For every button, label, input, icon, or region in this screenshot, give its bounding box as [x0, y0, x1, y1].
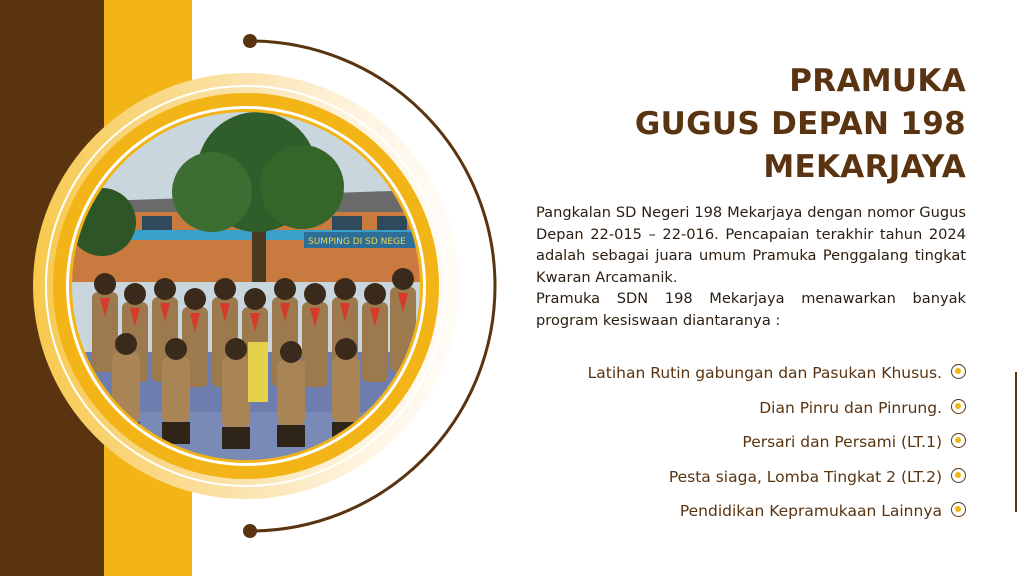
list-item — [506, 425, 966, 460]
list-item — [506, 460, 966, 495]
group-photo — [72, 112, 420, 460]
list-item — [506, 356, 966, 391]
program-label: Pesta siaga, Lomba Tingkat 2 (LT.2) — [668, 467, 942, 486]
program-list — [506, 356, 966, 529]
title-line-2: GUGUS DEPAN 198 — [634, 106, 966, 142]
bullet-icon — [951, 364, 966, 379]
description — [536, 202, 966, 331]
list-connector-line — [1015, 372, 1017, 512]
banner-text: SUMPING DI SD NEGE — [308, 237, 406, 247]
title-line-1: PRAMUKA — [789, 63, 966, 99]
scout-group-photo — [72, 112, 420, 460]
description-paragraph-1: Pangkalan SD Negeri 198 Mekarjaya dengan nomor Gugus Depan 22-015 – 22-016. Pencapaian terakhir tahun 2024 adalah sebagai juara umum Pramuka Penggalang tingkat Kwaran Arcamanik. — [536, 204, 966, 286]
bullet-icon — [951, 468, 966, 483]
title-line-3: MEKARJAYA — [763, 149, 966, 185]
list-item — [506, 391, 966, 426]
bullet-icon — [951, 399, 966, 414]
bullet-icon — [951, 433, 966, 448]
program-label: Persari dan Persami (LT.1) — [742, 433, 942, 452]
program-label: Dian Pinru dan Pinrung. — [759, 398, 942, 417]
orbit-dot-bottom — [243, 524, 257, 538]
bullet-icon — [951, 502, 966, 517]
program-label: Pendidikan Kepramukaan Lainnya — [679, 502, 942, 521]
orbit-dot-top — [243, 34, 257, 48]
program-label: Latihan Rutin gabungan dan Pasukan Khusus. — [587, 364, 942, 383]
list-item — [506, 494, 966, 529]
description-paragraph-2: Pramuka SDN 198 Mekarjaya menawarkan banyak program kesiswaan diantaranya : — [536, 290, 966, 329]
page-title — [635, 60, 966, 189]
